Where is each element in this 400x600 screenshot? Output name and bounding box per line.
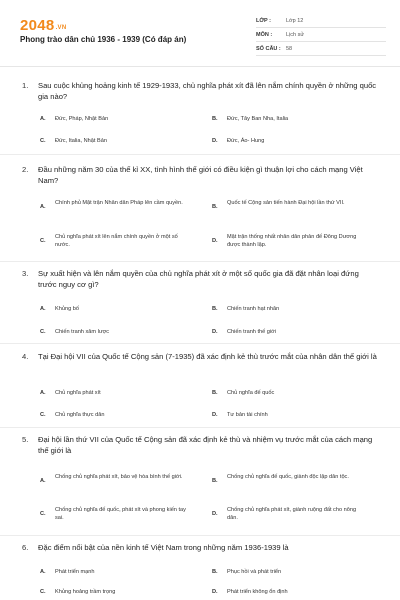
option-text: Đức, Áo- Hung bbox=[227, 138, 265, 144]
header-divider bbox=[0, 66, 400, 67]
option-letter: C. bbox=[40, 412, 46, 418]
option-text: Phát triển không ổn định bbox=[227, 589, 288, 595]
option-text: Chống chủ nghĩa đế quốc, phát xít và phong kiến tay sai. bbox=[55, 507, 186, 521]
option-text: Mặt trận thống nhất nhân dân phản đế Đông Dương được thành lập. bbox=[227, 234, 357, 248]
option-text: Quốc tế Cộng sản tiến hành Đại hội lần thứ VII. bbox=[227, 200, 345, 206]
logo-text: 2048 bbox=[20, 17, 55, 34]
option-text: Tư bản tài chính bbox=[227, 412, 268, 418]
option-letter: D. bbox=[212, 511, 218, 517]
document-header bbox=[0, 0, 400, 66]
option-letter: B. bbox=[212, 204, 218, 210]
option-letter: B. bbox=[212, 478, 218, 484]
option-text: Chủ nghĩa thực dân bbox=[55, 412, 105, 418]
option-letter: D. bbox=[212, 412, 218, 418]
question-divider bbox=[0, 427, 400, 428]
option-letter: D. bbox=[212, 589, 218, 595]
meta-count-label: SỐ CÂU : bbox=[256, 46, 281, 52]
question-divider bbox=[0, 343, 400, 344]
option-text: Đức, Tây Ban Nha, Italia bbox=[227, 116, 289, 122]
option-letter: A. bbox=[40, 390, 46, 396]
option-text: Phát triển mạnh bbox=[55, 569, 95, 575]
question-text: Sự xuất hiện và lên nắm quyền của chủ nghĩa phát xít ở một số quốc gia đã đặt nhân loại đứng trước nguy cơ gì? bbox=[38, 269, 359, 289]
option-letter: A. bbox=[40, 478, 46, 484]
question-divider bbox=[0, 261, 400, 262]
meta-divider bbox=[256, 41, 386, 42]
question-text: Đại hội lần thứ VII của Quốc tế Cộng sản đã xác định kẻ thù và nhiệm vụ trước mắt của cách mạng thế giới là bbox=[38, 435, 373, 455]
option-text: Chủ nghĩa phát xít lên nắm chính quyền ở một số nước. bbox=[55, 234, 178, 248]
option-letter: A. bbox=[40, 569, 46, 575]
option-text: Chống chủ nghĩa đế quốc, giành độc lập dân tộc. bbox=[227, 474, 349, 480]
option-letter: B. bbox=[212, 390, 218, 396]
option-letter: B. bbox=[212, 569, 218, 575]
option-text: Chiến tranh thế giới bbox=[227, 329, 277, 335]
logo-suffix: .VN bbox=[55, 25, 67, 31]
option-letter: B. bbox=[212, 306, 218, 312]
option-text: Chống chủ nghĩa phát xít, bảo vệ hòa bình thế giới. bbox=[55, 474, 183, 480]
meta-class-label: LỚP : bbox=[256, 18, 271, 24]
option-text: Phục hồi và phát triển bbox=[227, 569, 282, 575]
question-number: 6. bbox=[22, 543, 29, 552]
question-text: Sau cuộc khủng hoảng kinh tế 1929-1933, chủ nghĩa phát xít đã lên nắm chính quyền ở những quốc gia nào? bbox=[38, 81, 377, 101]
question-number: 2. bbox=[22, 165, 29, 174]
option-letter: A. bbox=[40, 116, 46, 122]
option-letter: C. bbox=[40, 589, 46, 595]
option-letter: C. bbox=[40, 238, 46, 244]
meta-divider bbox=[256, 27, 386, 28]
question-number: 5. bbox=[22, 435, 29, 444]
option-text: Khủng bố bbox=[55, 306, 79, 312]
option-text: Đức, Pháp, Nhật Bản bbox=[55, 116, 109, 122]
meta-count-value: 58 bbox=[286, 46, 293, 52]
question-divider bbox=[0, 154, 400, 155]
site-logo[interactable] bbox=[20, 17, 66, 34]
option-text: Chủ nghĩa đế quốc bbox=[227, 390, 275, 396]
option-letter: D. bbox=[212, 238, 218, 244]
option-letter: A. bbox=[40, 306, 46, 312]
question-number: 4. bbox=[22, 352, 29, 361]
option-letter: C. bbox=[40, 511, 46, 517]
option-letter: C. bbox=[40, 329, 46, 335]
meta-divider bbox=[256, 55, 386, 56]
question-divider bbox=[0, 535, 400, 536]
option-text: Chiến tranh hạt nhân bbox=[227, 306, 280, 312]
meta-class-value: Lớp 12 bbox=[286, 18, 304, 24]
document-title: Phong trào dân chủ 1936 - 1939 (Có đáp án) bbox=[20, 35, 187, 44]
option-letter: C. bbox=[40, 138, 46, 144]
meta-subject-label: MÔN : bbox=[256, 32, 273, 38]
option-letter: D. bbox=[212, 138, 218, 144]
option-letter: D. bbox=[212, 329, 218, 335]
option-text: Chiến tranh xâm lược bbox=[55, 329, 110, 335]
question-text: Đặc điểm nổi bật của nền kinh tế Việt Nam trong những năm 1936-1939 là bbox=[38, 543, 289, 552]
option-text: Khủng hoảng trầm trọng bbox=[55, 589, 116, 595]
option-text: Chính phủ Mặt trận Nhân dân Pháp lên cầm quyền. bbox=[55, 200, 183, 206]
question-text: Đầu những năm 30 của thế kỉ XX, tình hình thế giới có điều kiện gì thuận lợi cho cách mạng Việt Nam? bbox=[38, 165, 363, 185]
meta-subject-value: Lịch sử bbox=[286, 32, 305, 38]
option-text: Chủ nghĩa phát xít bbox=[55, 390, 101, 396]
question-number: 1. bbox=[22, 81, 29, 90]
option-letter: A. bbox=[40, 204, 46, 210]
question-text: Tại Đại hội VII của Quốc tế Cộng sản (7-1935) đã xác định kẻ thù trước mắt của nhân dân thế giới là bbox=[38, 352, 377, 361]
option-text: Đức, Italia, Nhật Bản bbox=[55, 138, 107, 144]
option-letter: B. bbox=[212, 116, 218, 122]
question-number: 3. bbox=[22, 269, 29, 278]
option-text: Chống chủ nghĩa phát xít, giành ruộng đất cho nông dân. bbox=[227, 507, 357, 521]
